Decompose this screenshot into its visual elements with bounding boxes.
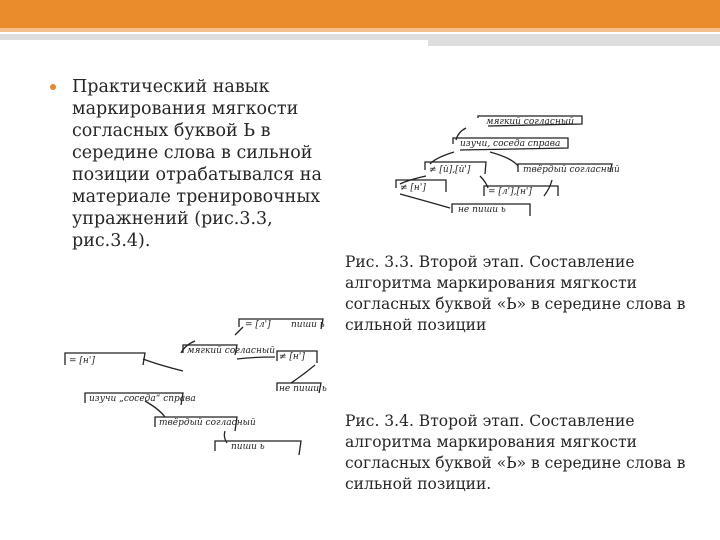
bullet-text: Практический навык маркирования мягкости согласных буквой Ь в середине слова в сильной позиции отрабатывался на материале тренировочных упражнений (рис.3.3, рис.3.4). bbox=[72, 77, 322, 251]
fig1-node-eq-ln: = [л'],[н'] bbox=[488, 187, 532, 197]
fig1-node-soft: мягкий согласный bbox=[486, 117, 574, 127]
fig2-node-no-soft-sign: не пиши ь bbox=[279, 384, 327, 394]
fig1-node-no-soft-sign: не пиши ь bbox=[458, 205, 506, 215]
fig2-node-hard: твёрдый согласный bbox=[159, 418, 256, 428]
caption-figure-3-3: Рис. 3.3. Второй этап. Составление алгоритма маркирования мягкости согласных буквой «Ь» в середине слова в сильной позиции bbox=[345, 253, 686, 334]
fig1-node-neq-n: ≠ [н'] bbox=[400, 183, 426, 193]
top-accent-bar bbox=[0, 0, 720, 28]
fig2-node-write-soft-sign-1: пиши ь bbox=[291, 320, 325, 330]
fig2-node-soft: мягкий согласный bbox=[187, 346, 275, 356]
fig1-node-hard: твёрдый согласный bbox=[523, 165, 620, 175]
fig2-node-eq-n: = [н'] bbox=[69, 356, 95, 366]
fig2-node-eq-l: = [л'] bbox=[245, 320, 271, 330]
fig2-node-study: изучи „соседа“ справа bbox=[89, 394, 196, 404]
fig1-node-neq-j: ≠ [й],[й'] bbox=[429, 165, 471, 175]
top-accent-shadow bbox=[0, 28, 720, 32]
bullet-marker bbox=[50, 84, 56, 90]
figure-3-4 bbox=[55, 305, 345, 475]
fig2-node-write-soft-sign-2: пиши ь bbox=[231, 442, 265, 452]
caption-figure-3-4: Рис. 3.4. Второй этап. Составление алгоритма маркирования мягкости согласных буквой «Ь» в середине слова в сильной позиции. bbox=[345, 412, 686, 493]
decorative-band-right bbox=[428, 40, 720, 46]
fig1-node-study: изучи, соседа справа bbox=[460, 139, 561, 149]
fig2-node-neq-n: ≠ [н'] bbox=[279, 352, 305, 362]
